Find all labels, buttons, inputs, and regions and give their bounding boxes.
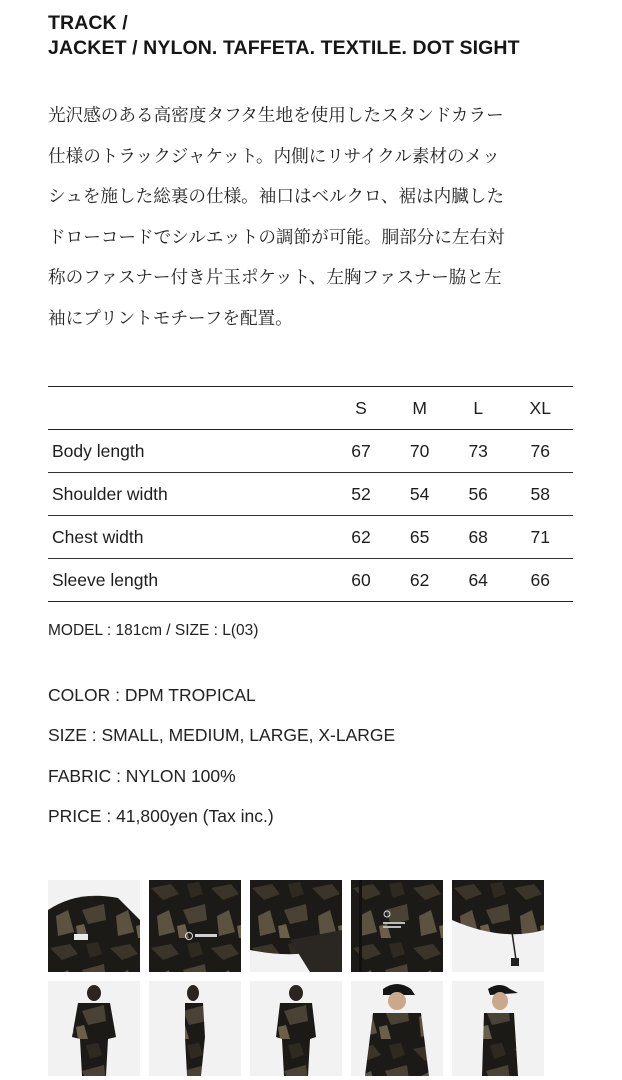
- cell-value: 54: [390, 473, 449, 516]
- product-title-line1: TRACK /: [48, 12, 128, 34]
- size-chart-header-m: M: [390, 387, 449, 430]
- table-row: [48, 516, 573, 559]
- size-chart-header-row: [48, 387, 573, 430]
- product-title-line2: JACKET / NYLON. TAFFETA. TEXTILE. DOT SIGHT: [48, 37, 520, 59]
- row-label: Chest width: [48, 516, 332, 559]
- model-front-cap-image: [351, 981, 443, 1076]
- size-chart-header-blank: [48, 387, 332, 430]
- spec-price: PRICE : 41,800yen (Tax inc.): [48, 805, 274, 826]
- table-row: [48, 430, 573, 473]
- jacket-drawcord-image: [452, 880, 544, 972]
- jacket-cuff-image: [250, 880, 342, 972]
- cell-value: 58: [507, 473, 573, 516]
- thumbnail-model-back[interactable]: [250, 981, 342, 1076]
- cell-value: 73: [449, 430, 508, 473]
- cell-value: 65: [390, 516, 449, 559]
- table-row: [48, 473, 573, 516]
- cell-value: 62: [390, 559, 449, 602]
- model-side-image: [149, 981, 241, 1076]
- cell-value: 71: [507, 516, 573, 559]
- cell-value: 56: [449, 473, 508, 516]
- thumbnail-detail-cuff[interactable]: [250, 880, 342, 972]
- cell-value: 68: [449, 516, 508, 559]
- thumbnail-detail-logo[interactable]: [149, 880, 241, 972]
- model-back-image: [250, 981, 342, 1076]
- product-description: [48, 96, 588, 339]
- cell-value: 66: [507, 559, 573, 602]
- description-line: ドローコードでシルエットの調節が可能。胴部分に左右対: [48, 227, 505, 248]
- product-specs: [48, 683, 395, 844]
- cell-value: 52: [332, 473, 391, 516]
- description-line: 仕様のトラックジャケット。内側にリサイクル素材のメッ: [48, 146, 500, 167]
- size-chart-table: [48, 386, 573, 602]
- jacket-logo-print-image: [149, 880, 241, 972]
- size-chart-header-l: L: [449, 387, 508, 430]
- thumbnail-model-side[interactable]: [149, 981, 241, 1076]
- thumbnail-model-front-cap[interactable]: [351, 981, 443, 1076]
- cell-value: 67: [332, 430, 391, 473]
- model-front-image: [48, 981, 140, 1076]
- size-chart-header-xl: XL: [507, 387, 573, 430]
- thumbnail-detail-chest-print[interactable]: [351, 880, 443, 972]
- spec-size: SIZE : SMALL, MEDIUM, LARGE, X-LARGE: [48, 725, 396, 746]
- table-row: [48, 559, 573, 602]
- cell-value: 70: [390, 430, 449, 473]
- row-label: Shoulder width: [48, 473, 332, 516]
- cell-value: 60: [332, 559, 391, 602]
- description-line: シュを施した総裏の仕様。袖口はベルクロ、裾は内臓した: [48, 187, 505, 207]
- description-line: 袖にプリントモチーフを配置。: [48, 308, 293, 329]
- spec-fabric: FABRIC : NYLON 100%: [48, 765, 236, 786]
- model-side-cap-image: [452, 981, 544, 1076]
- model-info: MODEL : 181cm / SIZE : L(03): [48, 622, 259, 639]
- product-title: [48, 11, 588, 61]
- thumbnail-detail-collar[interactable]: [48, 880, 140, 972]
- size-chart-header-s: S: [332, 387, 391, 430]
- thumbnail-model-front[interactable]: [48, 981, 140, 1076]
- spec-color: COLOR : DPM TROPICAL: [48, 685, 256, 705]
- row-label: Sleeve length: [48, 559, 332, 602]
- cell-value: 64: [449, 559, 508, 602]
- row-label: Body length: [48, 430, 332, 473]
- cell-value: 76: [507, 430, 573, 473]
- description-line: 光沢感のある高密度タフタ生地を使用したスタンドカラー: [48, 106, 504, 126]
- thumbnail-model-side-cap[interactable]: [452, 981, 544, 1076]
- jacket-chest-print-image: [351, 880, 443, 972]
- thumbnail-detail-drawcord[interactable]: [452, 880, 544, 972]
- cell-value: 62: [332, 516, 391, 559]
- jacket-collar-image: [48, 880, 140, 972]
- description-line: 称のファスナー付き片玉ポケット、左胸ファスナー脇と左: [48, 268, 502, 288]
